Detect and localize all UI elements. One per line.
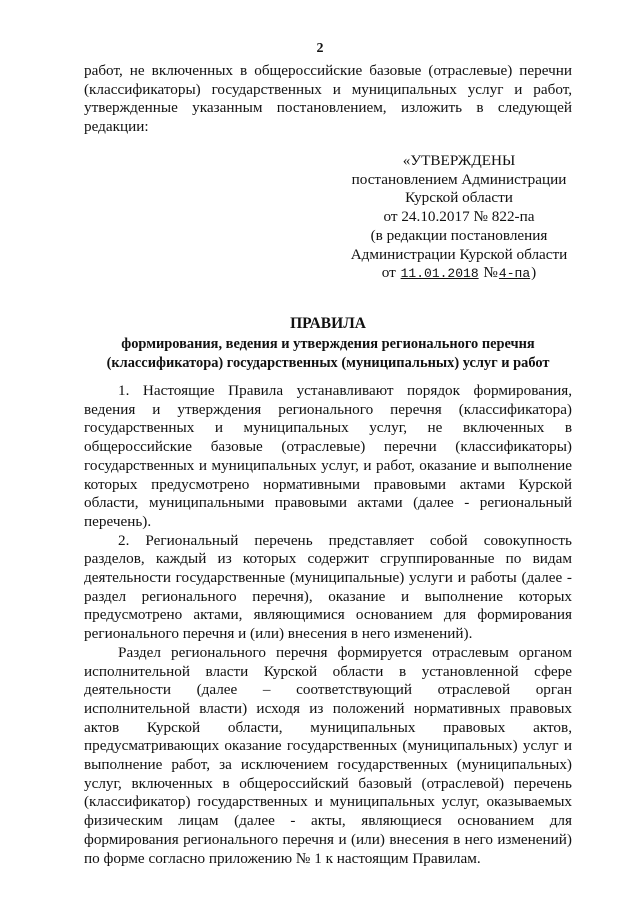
rules-title-sub-1: формирования, ведения и утверждения регионального перечня xyxy=(121,335,535,352)
approval-line-7 xyxy=(346,264,572,284)
approval-number-sign: № xyxy=(483,264,498,282)
approval-line-4: от 24.10.2017 № 822-па xyxy=(383,208,535,226)
approval-line-6: Администрации Курской области xyxy=(350,245,568,263)
rules-title xyxy=(84,315,572,373)
intro-paragraph: работ, не включенных в общероссийские базовые (отраслевые) перечни (классификаторы) государственных и муниципальных услуг и работ, утвержденные указанным постановлением, изложить в следующей редакции: xyxy=(84,62,572,136)
approval-line-5: (в редакции постановления xyxy=(370,226,548,244)
approval-date: 11.01.2018 xyxy=(400,266,479,282)
approval-line-3: Курской области xyxy=(405,189,513,207)
rules-paragraph-1: 1. Настоящие Правила устанавливают порядок формирования, ведения и утверждения регионального перечня (классификатора) государственных и муниципальных услуг, не включенных в общероссийские базовые (отраслевые) перечни (классификаторы) государственных и муниципальных услуг, и работ, оказание и выполнение которых предусмотрено нормативными правовыми актами Курской области, муниципальными правовыми актами (далее - региональный перечень). xyxy=(84,382,572,530)
rules-paragraph-3: Раздел регионального перечня формируется отраслевым органом исполнительной власти Курской области в установленной сфере деятельности (далее – соответствующий отраслевой орган исполнительной власти) исходя из положений нормативных правовых актов Курской области, муниципальных правовых актов, предусматривающих оказание государственных (муниципальных) услуг и выполнение работ, за исключением государственных (муниципальных) услуг, включенных в общероссийский базовый (отраслевой) перечень (классификатор) государственных и муниципальных услуг, оказываемых физическим лицам (далее - акты, являющиеся основанием для формирования регионального перечня и (или) внесения в него изменений) по форме согласно приложению № 1 к настоящим Правилам. xyxy=(84,643,572,867)
approval-from: от xyxy=(381,264,396,282)
approval-stamp xyxy=(346,152,572,284)
approval-close: ) xyxy=(531,264,537,282)
rules-title-sub-2: (классификатора) государственных (муниципальных) услуг и работ xyxy=(106,354,550,371)
approval-number: 4-па xyxy=(498,266,531,282)
approval-line-1: «УТВЕРЖДЕНЫ xyxy=(402,152,516,169)
page-number: 2 xyxy=(316,41,324,56)
rules-paragraph-2: 2. Региональный перечень представляет собой совокупность разделов, каждый из которых содержит сгруппированные по видам деятельности государственные (муниципальные) услуги и работы (далее - раздел регионального перечня), оказание и выполнение которых предусмотрено актами, являющимися основанием для формирования регионального перечня и (или) внесения в него изменений). xyxy=(84,531,572,643)
approval-line-2: постановлением Администрации xyxy=(351,170,567,188)
rules-title-main: ПРАВИЛА xyxy=(290,315,366,332)
rules-body xyxy=(84,382,572,868)
